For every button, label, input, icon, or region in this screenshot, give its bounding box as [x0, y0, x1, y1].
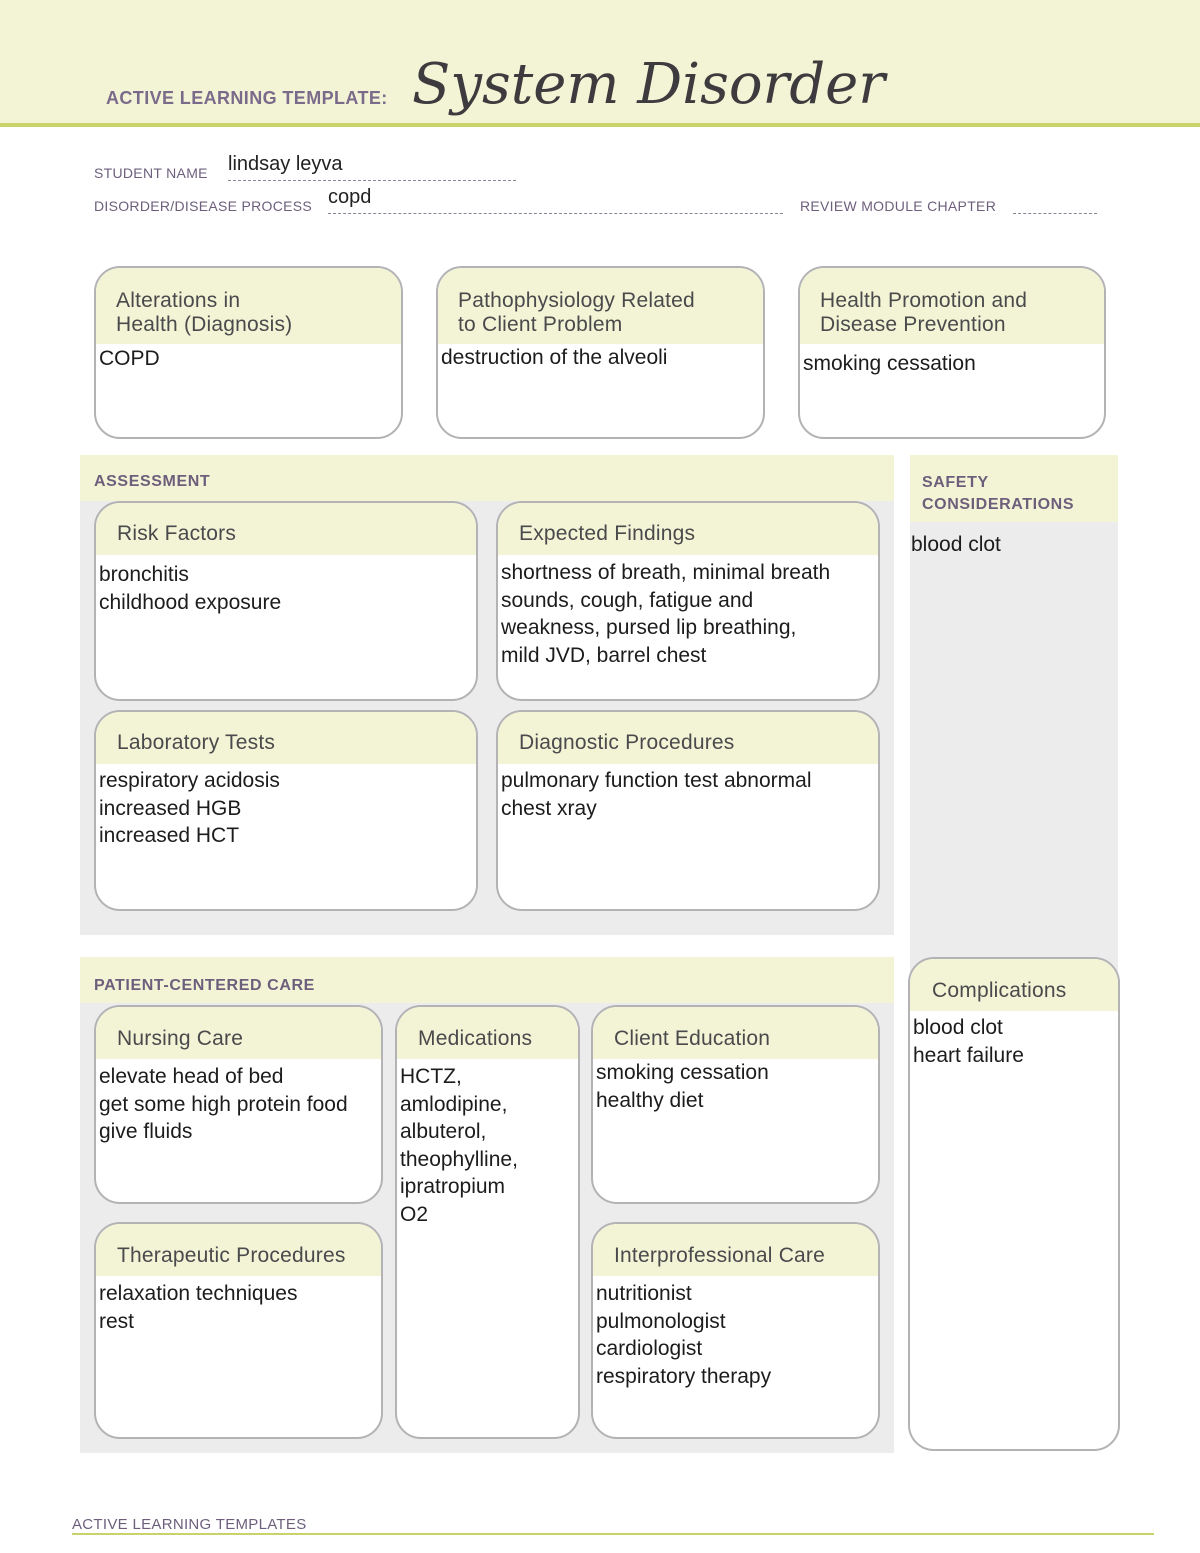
diagnostic-procedures-title: Diagnostic Procedures [498, 712, 878, 764]
therapeutic-procedures-card [94, 1222, 383, 1439]
client-education-card [591, 1005, 880, 1204]
nursing-care-title: Nursing Care [96, 1007, 381, 1059]
laboratory-tests-card [94, 710, 478, 911]
safety-title: SAFETY CONSIDERATIONS [922, 474, 1075, 513]
header-rule [0, 123, 1200, 127]
risk-factors-text[interactable]: bronchitis childhood exposure [99, 563, 282, 614]
health-promotion-text[interactable]: smoking cessation [803, 352, 976, 375]
risk-factors-card [94, 501, 478, 701]
chapter-line [1013, 213, 1097, 214]
safety-text[interactable]: blood clot [911, 533, 1001, 556]
complications-title: Complications [910, 959, 1118, 1011]
chapter-label: REVIEW MODULE CHAPTER [800, 198, 997, 214]
medications-title: Medications [397, 1007, 578, 1059]
health-promotion-title: Health Promotion and Disease Prevention [800, 268, 1104, 344]
student-name-line [228, 180, 516, 181]
nursing-care-text[interactable]: elevate head of bed get some high protein food give fluids [99, 1065, 348, 1143]
student-name-label: STUDENT NAME [94, 165, 208, 181]
health-promotion-card [798, 266, 1106, 439]
patient-care-title: PATIENT-CENTERED CARE [94, 977, 315, 994]
alterations-text[interactable]: COPD [99, 347, 160, 370]
diagnostic-procedures-card [496, 710, 880, 911]
interprofessional-care-card [591, 1222, 880, 1439]
footer-rule [72, 1533, 1154, 1535]
expected-findings-title: Expected Findings [498, 503, 878, 555]
disorder-label: DISORDER/DISEASE PROCESS [94, 198, 313, 214]
interprofessional-care-title: Interprofessional Care [593, 1224, 878, 1276]
medications-text[interactable]: HCTZ, amlodipine, albuterol, theophylline, ipratropium O2 [400, 1065, 518, 1226]
template-label: ACTIVE LEARNING TEMPLATE: [106, 88, 388, 108]
interprofessional-care-text[interactable]: nutritionist pulmonologist cardiologist respiratory therapy [596, 1282, 772, 1388]
complications-card [908, 957, 1120, 1451]
laboratory-tests-title: Laboratory Tests [96, 712, 476, 764]
therapeutic-procedures-text[interactable]: relaxation techniques rest [99, 1282, 298, 1333]
laboratory-tests-text[interactable]: respiratory acidosis increased HGB increased HCT [99, 769, 280, 847]
pathophysiology-title: Pathophysiology Related to Client Problem [438, 268, 763, 344]
therapeutic-procedures-title: Therapeutic Procedures [96, 1224, 381, 1276]
client-education-title: Client Education [593, 1007, 878, 1059]
pathophysiology-card [436, 266, 765, 439]
medications-card [395, 1005, 580, 1439]
pathophysiology-text[interactable]: destruction of the alveoli [441, 346, 668, 369]
risk-factors-title: Risk Factors [96, 503, 476, 555]
assessment-title: ASSESSMENT [94, 473, 211, 490]
expected-findings-card [496, 501, 880, 701]
client-education-text[interactable]: smoking cessation healthy diet [596, 1061, 769, 1112]
disorder-line [328, 213, 783, 214]
alterations-card [94, 266, 403, 439]
disorder-field[interactable]: copd [328, 186, 372, 208]
diagnostic-procedures-text[interactable]: pulmonary function test abnormal chest xray [501, 769, 812, 820]
expected-findings-text[interactable]: shortness of breath, minimal breath sounds, cough, fatigue and weakness, pursed lip breathing, mild JVD, barrel chest [501, 561, 831, 667]
nursing-care-card [94, 1005, 383, 1204]
footer-text: ACTIVE LEARNING TEMPLATES [72, 1516, 307, 1533]
complications-text[interactable]: blood clot heart failure [913, 1016, 1024, 1067]
page-title: System Disorder [412, 52, 886, 117]
student-name-field[interactable]: lindsay leyva [228, 153, 343, 175]
safety-header [910, 455, 1118, 522]
alterations-title: Alterations in Health (Diagnosis) [96, 268, 401, 344]
